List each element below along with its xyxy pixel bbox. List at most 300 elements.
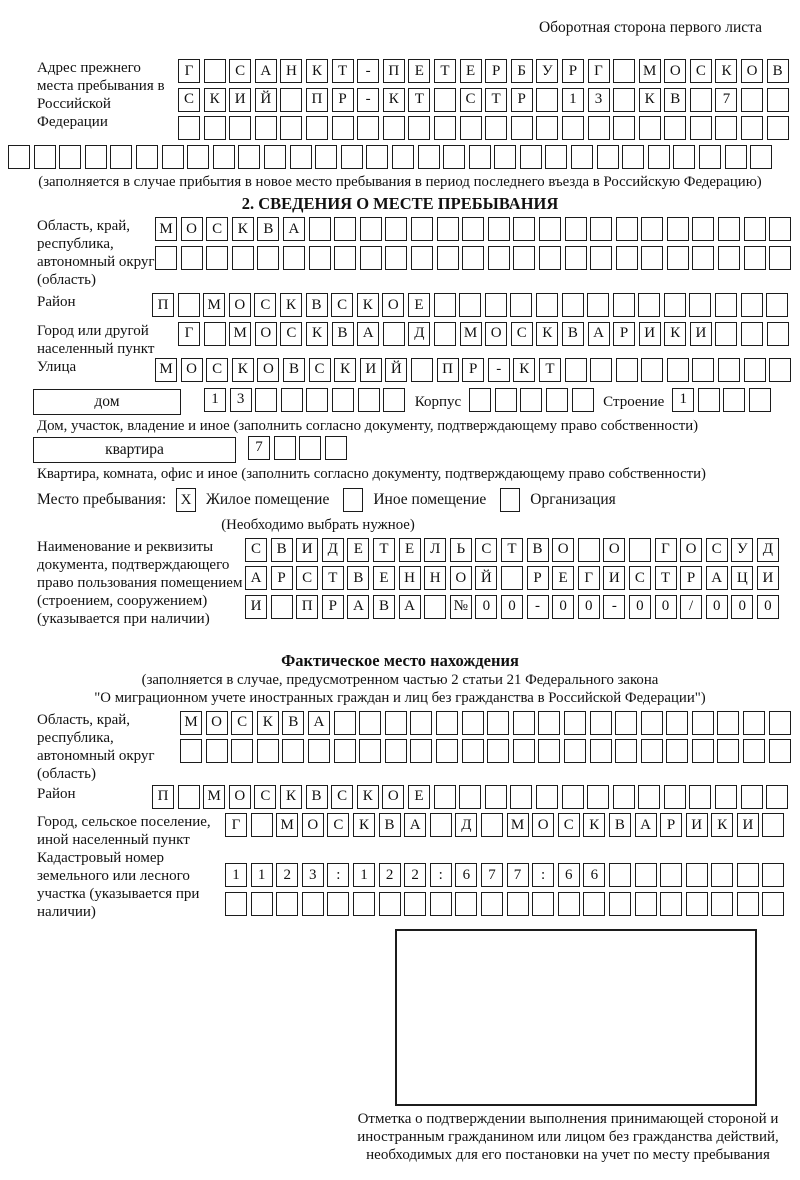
char-cell[interactable]: 0 [475,595,497,619]
char-cell[interactable] [495,388,517,412]
char-cell[interactable]: О [450,566,472,590]
char-cell[interactable]: К [639,88,661,112]
char-cell[interactable] [744,358,766,382]
char-cell[interactable] [513,711,535,735]
char-cell[interactable] [251,892,273,916]
char-cell[interactable] [648,145,670,169]
char-cell[interactable] [281,388,303,412]
char-cell[interactable] [667,246,689,270]
char-cell[interactable]: К [664,322,686,346]
char-cell[interactable]: Р [485,59,507,83]
char-cell[interactable] [276,892,298,916]
char-cell[interactable]: В [347,566,369,590]
char-cell[interactable] [487,711,509,735]
char-cell[interactable]: Г [178,322,200,346]
char-cell[interactable]: К [204,88,226,112]
char-cell[interactable] [231,739,253,763]
char-cell[interactable] [411,217,433,241]
char-cell[interactable] [410,711,432,735]
char-cell[interactable]: - [603,595,625,619]
char-cell[interactable] [590,711,612,735]
char-cell[interactable] [597,145,619,169]
char-cell[interactable]: А [347,595,369,619]
char-cell[interactable]: Т [408,88,430,112]
char-cell[interactable]: Д [408,322,430,346]
char-cell[interactable]: С [460,88,482,112]
char-cell[interactable]: Р [332,88,354,112]
char-cell[interactable] [520,388,542,412]
char-cell[interactable] [485,116,507,140]
char-cell[interactable] [673,145,695,169]
char-cell[interactable]: Б [511,59,533,83]
char-cell[interactable]: Р [271,566,293,590]
char-cell[interactable]: Д [322,538,344,562]
char-cell[interactable] [34,145,56,169]
char-cell[interactable] [271,595,293,619]
char-cell[interactable]: Р [511,88,533,112]
char-cell[interactable]: С [706,538,728,562]
char-cell[interactable] [110,145,132,169]
char-cell[interactable]: - [357,88,379,112]
char-cell[interactable]: П [383,59,405,83]
char-cell[interactable]: 1 [204,388,226,412]
char-cell[interactable] [308,739,330,763]
char-cell[interactable] [392,145,414,169]
char-cell[interactable] [590,358,612,382]
char-cell[interactable]: М [276,813,298,837]
char-cell[interactable] [306,388,328,412]
char-cell[interactable] [434,88,456,112]
char-cell[interactable] [664,293,686,317]
char-cell[interactable] [749,388,771,412]
char-cell[interactable]: Е [408,59,430,83]
char-cell[interactable] [715,785,737,809]
char-cell[interactable] [587,293,609,317]
char-cell[interactable]: Г [655,538,677,562]
char-cell[interactable]: М [460,322,482,346]
char-cell[interactable] [635,863,657,887]
char-cell[interactable]: А [706,566,728,590]
char-cell[interactable]: С [327,813,349,837]
char-cell[interactable]: Т [373,538,395,562]
char-cell[interactable]: Г [178,59,200,83]
char-cell[interactable]: М [203,785,225,809]
char-cell[interactable] [590,217,612,241]
char-cell[interactable] [583,892,605,916]
char-cell[interactable] [383,322,405,346]
char-cell[interactable]: А [635,813,657,837]
char-cell[interactable] [232,246,254,270]
char-cell[interactable] [715,116,737,140]
char-cell[interactable] [698,388,720,412]
char-cell[interactable] [366,145,388,169]
char-cell[interactable]: Е [408,785,430,809]
char-cell[interactable] [711,863,733,887]
char-cell[interactable]: В [664,88,686,112]
char-cell[interactable] [590,739,612,763]
char-cell[interactable] [641,711,663,735]
char-cell[interactable] [616,246,638,270]
char-cell[interactable]: О [181,217,203,241]
char-cell[interactable]: К [711,813,733,837]
char-cell[interactable] [664,785,686,809]
char-cell[interactable] [639,116,661,140]
char-cell[interactable] [488,246,510,270]
char-cell[interactable] [520,145,542,169]
char-cell[interactable] [692,739,714,763]
char-cell[interactable]: К [583,813,605,837]
char-cell[interactable] [436,739,458,763]
char-cell[interactable] [769,739,791,763]
char-cell[interactable]: К [232,217,254,241]
char-cell[interactable]: Г [225,813,247,837]
char-cell[interactable] [664,116,686,140]
char-cell[interactable] [750,145,772,169]
char-cell[interactable] [766,293,788,317]
char-cell[interactable] [206,739,228,763]
char-cell[interactable] [578,538,600,562]
char-cell[interactable] [536,293,558,317]
char-cell[interactable]: И [360,358,382,382]
char-cell[interactable] [494,145,516,169]
char-cell[interactable] [264,145,286,169]
char-cell[interactable] [690,88,712,112]
char-cell[interactable] [715,322,737,346]
char-cell[interactable]: Е [408,293,430,317]
char-cell[interactable]: Е [460,59,482,83]
char-cell[interactable] [741,322,763,346]
char-cell[interactable] [538,711,560,735]
char-cell[interactable]: С [511,322,533,346]
char-cell[interactable]: Р [660,813,682,837]
char-cell[interactable] [769,217,791,241]
char-cell[interactable] [565,246,587,270]
char-cell[interactable] [357,116,379,140]
checkbox-other-premises[interactable] [343,488,363,512]
char-cell[interactable]: С [629,566,651,590]
char-cell[interactable]: В [373,595,395,619]
char-cell[interactable] [622,145,644,169]
char-cell[interactable] [136,145,158,169]
char-cell[interactable]: А [357,322,379,346]
char-cell[interactable]: 6 [558,863,580,887]
char-cell[interactable]: К [280,785,302,809]
char-cell[interactable]: № [450,595,472,619]
char-cell[interactable] [741,293,763,317]
char-cell[interactable] [437,217,459,241]
char-cell[interactable] [462,711,484,735]
char-cell[interactable] [686,863,708,887]
char-cell[interactable] [341,145,363,169]
char-cell[interactable]: Р [322,595,344,619]
char-cell[interactable] [282,739,304,763]
char-cell[interactable]: К [280,293,302,317]
char-cell[interactable] [178,785,200,809]
char-cell[interactable] [510,785,532,809]
char-cell[interactable]: 0 [552,595,574,619]
char-cell[interactable] [743,711,765,735]
char-cell[interactable] [762,813,784,837]
char-cell[interactable] [204,59,226,83]
char-cell[interactable] [717,711,739,735]
char-cell[interactable] [766,785,788,809]
char-cell[interactable]: И [757,566,779,590]
char-cell[interactable] [718,358,740,382]
char-cell[interactable]: О [302,813,324,837]
char-cell[interactable] [737,892,759,916]
char-cell[interactable]: 2 [379,863,401,887]
char-cell[interactable]: И [690,322,712,346]
char-cell[interactable] [536,116,558,140]
char-cell[interactable] [309,246,331,270]
char-cell[interactable] [558,892,580,916]
char-cell[interactable]: С [231,711,253,735]
char-cell[interactable] [162,145,184,169]
char-cell[interactable]: Й [475,566,497,590]
char-cell[interactable] [718,217,740,241]
char-cell[interactable]: - [527,595,549,619]
char-cell[interactable]: В [527,538,549,562]
char-cell[interactable] [360,217,382,241]
char-cell[interactable] [385,711,407,735]
char-cell[interactable]: С [178,88,200,112]
char-cell[interactable] [251,813,273,837]
char-cell[interactable]: С [558,813,580,837]
char-cell[interactable] [590,246,612,270]
char-cell[interactable]: 6 [583,863,605,887]
char-cell[interactable]: 2 [276,863,298,887]
char-cell[interactable] [762,892,784,916]
char-cell[interactable] [424,595,446,619]
char-cell[interactable] [609,863,631,887]
char-cell[interactable]: С [331,785,353,809]
char-cell[interactable]: И [737,813,759,837]
char-cell[interactable] [155,246,177,270]
char-cell[interactable] [536,785,558,809]
char-cell[interactable] [178,293,200,317]
char-cell[interactable]: С [206,217,228,241]
char-cell[interactable]: Г [578,566,600,590]
char-cell[interactable] [741,116,763,140]
char-cell[interactable] [180,739,202,763]
char-cell[interactable]: Т [655,566,677,590]
char-cell[interactable]: 3 [302,863,324,887]
char-cell[interactable]: К [513,358,535,382]
char-cell[interactable]: К [715,59,737,83]
char-cell[interactable]: : [327,863,349,887]
char-cell[interactable]: А [245,566,267,590]
char-cell[interactable] [481,813,503,837]
char-cell[interactable] [613,785,635,809]
char-cell[interactable]: 7 [507,863,529,887]
char-cell[interactable]: Й [255,88,277,112]
char-cell[interactable] [641,217,663,241]
char-cell[interactable]: К [334,358,356,382]
char-cell[interactable] [686,892,708,916]
checkbox-organization[interactable] [500,488,520,512]
char-cell[interactable] [469,388,491,412]
char-cell[interactable]: С [254,293,276,317]
char-cell[interactable] [178,116,200,140]
char-cell[interactable] [353,892,375,916]
char-cell[interactable] [565,217,587,241]
char-cell[interactable]: К [536,322,558,346]
char-cell[interactable]: 3 [588,88,610,112]
char-cell[interactable]: : [430,863,452,887]
char-cell[interactable] [562,293,584,317]
char-cell[interactable] [615,711,637,735]
char-cell[interactable] [769,246,791,270]
char-cell[interactable] [572,388,594,412]
char-cell[interactable]: С [206,358,228,382]
char-cell[interactable] [255,388,277,412]
char-cell[interactable] [692,246,714,270]
char-cell[interactable]: С [475,538,497,562]
char-cell[interactable] [667,358,689,382]
char-cell[interactable] [660,863,682,887]
char-cell[interactable]: П [152,785,174,809]
char-cell[interactable]: 7 [715,88,737,112]
char-cell[interactable] [564,739,586,763]
char-cell[interactable]: Т [501,538,523,562]
char-cell[interactable] [692,711,714,735]
char-cell[interactable] [460,116,482,140]
char-cell[interactable]: В [271,538,293,562]
char-cell[interactable] [430,813,452,837]
char-cell[interactable] [385,217,407,241]
char-cell[interactable]: Е [347,538,369,562]
char-cell[interactable] [410,739,432,763]
char-cell[interactable]: М [639,59,661,83]
char-cell[interactable]: А [588,322,610,346]
char-cell[interactable] [513,217,535,241]
char-cell[interactable] [666,739,688,763]
char-cell[interactable]: О [485,322,507,346]
char-cell[interactable]: Й [385,358,407,382]
char-cell[interactable] [635,892,657,916]
char-cell[interactable] [385,739,407,763]
char-cell[interactable] [238,145,260,169]
char-cell[interactable] [737,863,759,887]
char-cell[interactable]: И [639,322,661,346]
char-cell[interactable]: М [155,358,177,382]
char-cell[interactable] [302,892,324,916]
char-cell[interactable] [459,785,481,809]
char-cell[interactable] [434,785,456,809]
char-cell[interactable] [434,293,456,317]
char-cell[interactable] [437,246,459,270]
char-cell[interactable]: : [532,863,554,887]
char-cell[interactable] [359,739,381,763]
char-cell[interactable] [430,892,452,916]
char-cell[interactable]: Т [485,88,507,112]
char-cell[interactable]: М [507,813,529,837]
char-cell[interactable]: И [686,813,708,837]
char-cell[interactable]: О [229,293,251,317]
char-cell[interactable] [689,785,711,809]
char-cell[interactable]: В [767,59,789,83]
char-cell[interactable] [666,711,688,735]
char-cell[interactable]: 1 [225,863,247,887]
char-cell[interactable]: 0 [501,595,523,619]
char-cell[interactable] [743,739,765,763]
char-cell[interactable]: С [229,59,251,83]
char-cell[interactable]: 0 [655,595,677,619]
char-cell[interactable] [327,892,349,916]
char-cell[interactable]: - [357,59,379,83]
char-cell[interactable]: 0 [757,595,779,619]
char-cell[interactable]: Р [462,358,484,382]
char-cell[interactable] [744,217,766,241]
char-cell[interactable]: О [741,59,763,83]
char-cell[interactable] [462,246,484,270]
char-cell[interactable] [638,785,660,809]
char-cell[interactable] [485,785,507,809]
char-cell[interactable]: И [603,566,625,590]
char-cell[interactable] [436,711,458,735]
char-cell[interactable] [723,388,745,412]
char-cell[interactable] [334,739,356,763]
char-cell[interactable] [306,116,328,140]
char-cell[interactable] [488,217,510,241]
char-cell[interactable] [229,116,251,140]
char-cell[interactable] [187,145,209,169]
char-cell[interactable]: И [245,595,267,619]
char-cell[interactable] [692,358,714,382]
char-cell[interactable] [692,217,714,241]
char-cell[interactable]: П [152,293,174,317]
char-cell[interactable]: В [257,217,279,241]
char-cell[interactable] [715,293,737,317]
char-cell[interactable]: 6 [455,863,477,887]
char-cell[interactable] [325,436,347,460]
char-cell[interactable] [546,388,568,412]
char-cell[interactable]: О [603,538,625,562]
char-cell[interactable] [718,246,740,270]
char-cell[interactable] [383,388,405,412]
char-cell[interactable] [660,892,682,916]
char-cell[interactable] [725,145,747,169]
char-cell[interactable] [334,217,356,241]
char-cell[interactable]: С [296,566,318,590]
char-cell[interactable]: 7 [248,436,270,460]
char-cell[interactable]: М [155,217,177,241]
char-cell[interactable]: Р [527,566,549,590]
char-cell[interactable] [434,116,456,140]
char-cell[interactable]: 1 [672,388,694,412]
char-cell[interactable]: Ц [731,566,753,590]
char-cell[interactable] [762,863,784,887]
char-cell[interactable]: М [180,711,202,735]
char-cell[interactable] [545,145,567,169]
char-cell[interactable]: Т [322,566,344,590]
char-cell[interactable] [767,116,789,140]
char-cell[interactable] [469,145,491,169]
char-cell[interactable] [513,246,535,270]
char-cell[interactable]: В [609,813,631,837]
char-cell[interactable]: В [332,322,354,346]
char-cell[interactable]: О [257,358,279,382]
char-cell[interactable]: И [296,538,318,562]
char-cell[interactable] [181,246,203,270]
char-cell[interactable] [539,246,561,270]
char-cell[interactable] [332,388,354,412]
char-cell[interactable] [615,739,637,763]
char-cell[interactable] [411,246,433,270]
char-cell[interactable] [8,145,30,169]
char-cell[interactable]: 0 [731,595,753,619]
char-cell[interactable]: Н [280,59,302,83]
